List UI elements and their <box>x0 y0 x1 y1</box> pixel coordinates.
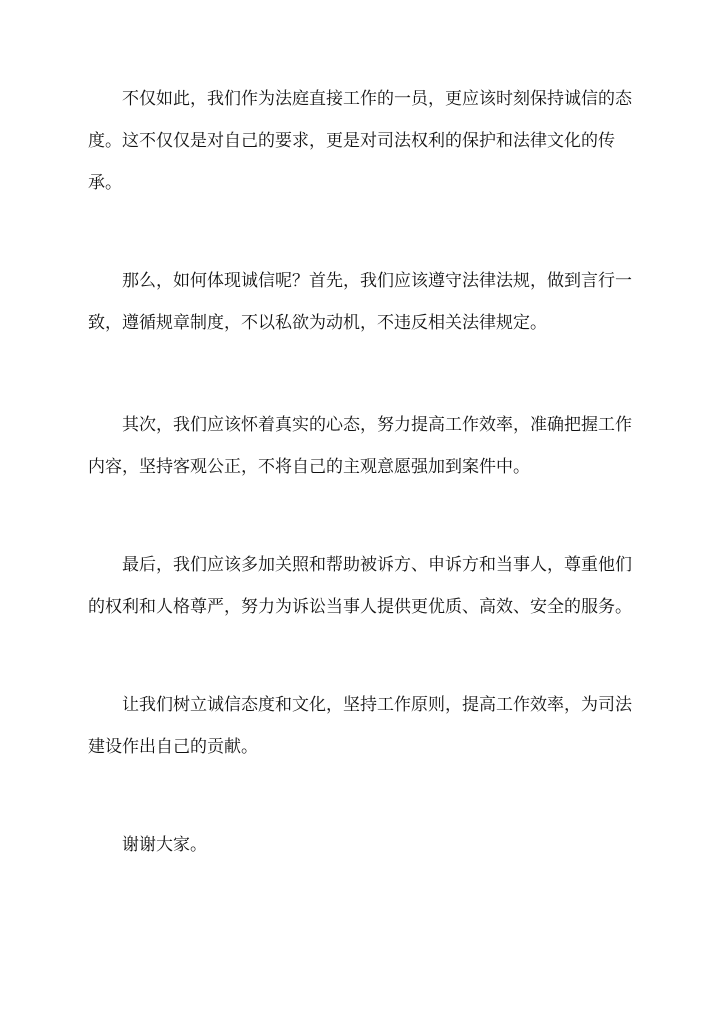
paragraph-thanks: 谢谢大家。 <box>122 835 207 855</box>
paragraph-integrity-attitude: 不仅如此，我们作为法庭直接工作的一员，更应该时刻保持诚信的态度。这不仅仅是对自己的要求，更是对司法权利的保护和法律文化的传承。 <box>88 89 632 193</box>
paragraph-call-to-action: 让我们树立诚信态度和文化，坚持工作原则，提高工作效率，为司法建设作出自己的贡献。 <box>88 695 632 757</box>
paragraph-how-to-show-integrity: 那么，如何体现诚信呢？首先，我们应该遵守法律法规，做到言行一致，遵循规章制度，不以私欲为动机，不违反相关法律规定。 <box>88 271 632 333</box>
paragraph-secondly: 其次，我们应该怀着真实的心态，努力提高工作效率，准确把握工作内容，坚持客观公正，不将自己的主观意愿强加到案件中。 <box>88 415 632 477</box>
paragraph-finally: 最后，我们应该多加关照和帮助被诉方、申诉方和当事人，尊重他们的权利和人格尊严，努力为诉讼当事人提供更优质、高效、安全的服务。 <box>88 555 632 617</box>
